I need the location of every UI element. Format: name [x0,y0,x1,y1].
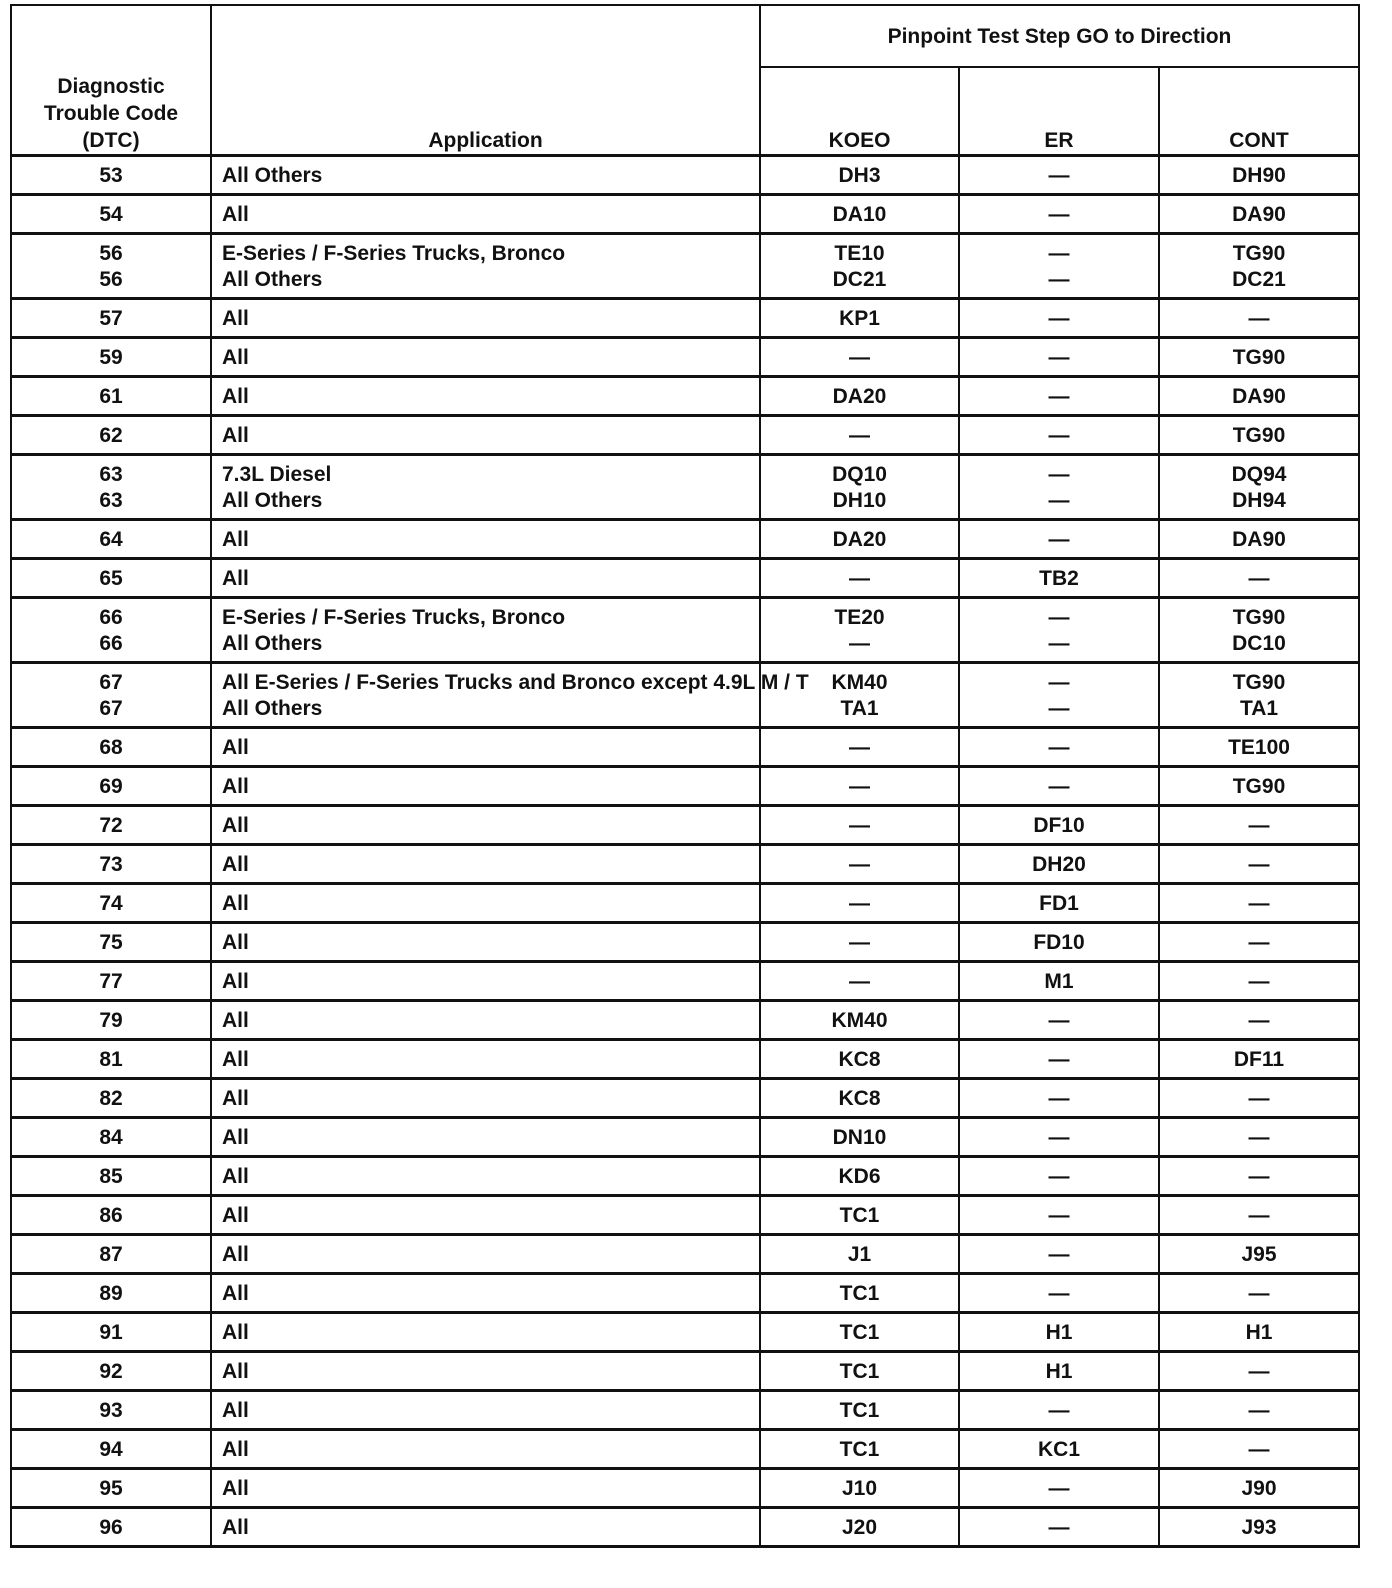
table-row [11,1313,1359,1352]
koeo-cell: — [760,728,959,767]
er-cell: — [959,455,1159,489]
table-row [11,598,1359,632]
application-cell: All [211,1391,760,1430]
er-cell: — [959,696,1159,728]
table-row [11,156,1359,195]
cont-cell: TA1 [1159,696,1359,728]
cont-cell: J95 [1159,1235,1359,1274]
dtc-code-cell: 92 [11,1352,211,1391]
dtc-code-cell: 86 [11,1196,211,1235]
koeo-cell: DA10 [760,195,959,234]
cont-cell: DA90 [1159,377,1359,416]
table-row [11,845,1359,884]
cont-cell: J93 [1159,1508,1359,1547]
cont-cell: TG90 [1159,416,1359,455]
table-row [11,1430,1359,1469]
koeo-cell: TA1 [760,696,959,728]
cont-cell: DC10 [1159,631,1359,663]
cont-cell: — [1159,884,1359,923]
cont-cell: — [1159,1274,1359,1313]
application-cell: All Others [211,696,760,728]
table-row [11,1001,1359,1040]
koeo-cell: — [760,559,959,598]
dtc-code-cell: 85 [11,1157,211,1196]
table-row [11,923,1359,962]
dtc-code-cell: 96 [11,1508,211,1547]
table-row [11,1352,1359,1391]
dtc-code-cell: 64 [11,520,211,559]
dtc-code-cell: 66 [11,598,211,632]
application-cell: All [211,1469,760,1508]
cont-cell: — [1159,962,1359,1001]
koeo-cell: — [760,338,959,377]
application-cell: All [211,806,760,845]
cont-cell: DA90 [1159,195,1359,234]
er-cell: — [959,195,1159,234]
dtc-code-cell: 77 [11,962,211,1001]
application-cell: All [211,884,760,923]
table-row [11,696,1359,728]
table-row [11,1391,1359,1430]
er-cell: — [959,1391,1159,1430]
cont-cell: DH90 [1159,156,1359,195]
koeo-cell: — [760,884,959,923]
cont-cell: DA90 [1159,520,1359,559]
koeo-cell: TC1 [760,1274,959,1313]
er-cell: — [959,1157,1159,1196]
application-cell: All [211,767,760,806]
dtc-code-cell: 65 [11,559,211,598]
koeo-cell: DA20 [760,520,959,559]
er-cell: — [959,156,1159,195]
cont-cell: — [1159,559,1359,598]
cont-cell: TG90 [1159,598,1359,632]
koeo-cell: KP1 [760,299,959,338]
dtc-code-cell: 82 [11,1079,211,1118]
er-cell: — [959,1469,1159,1508]
application-cell: All [211,1001,760,1040]
koeo-cell: KM40 [760,1001,959,1040]
koeo-cell: J1 [760,1235,959,1274]
table-row [11,728,1359,767]
application-cell: All [211,195,760,234]
er-cell: — [959,234,1159,268]
dtc-code-cell: 81 [11,1040,211,1079]
table-row [11,234,1359,268]
application-cell: All [211,1157,760,1196]
header-er: ER [959,67,1159,156]
er-cell: — [959,267,1159,299]
application-cell: All [211,845,760,884]
application-cell: All Others [211,156,760,195]
cont-cell: TG90 [1159,338,1359,377]
er-cell: — [959,631,1159,663]
application-cell: All [211,962,760,1001]
cont-cell: — [1159,1430,1359,1469]
cont-cell: — [1159,1079,1359,1118]
cont-cell: — [1159,806,1359,845]
dtc-table-page [10,4,1358,1548]
er-cell: — [959,520,1159,559]
application-cell: All [211,559,760,598]
cont-cell: — [1159,845,1359,884]
table-row [11,806,1359,845]
application-cell: 7.3L Diesel [211,455,760,489]
er-cell: H1 [959,1313,1159,1352]
dtc-code-cell: 72 [11,806,211,845]
table-row [11,455,1359,489]
table-row [11,1157,1359,1196]
koeo-cell: KC8 [760,1079,959,1118]
table-row [11,1469,1359,1508]
table-row [11,299,1359,338]
cont-cell: — [1159,1391,1359,1430]
table-row [11,338,1359,377]
dtc-code-cell: 74 [11,884,211,923]
dtc-code-cell: 63 [11,455,211,489]
table-row [11,1274,1359,1313]
er-cell: — [959,728,1159,767]
koeo-cell: DH10 [760,488,959,520]
cont-cell: DQ94 [1159,455,1359,489]
er-cell: — [959,767,1159,806]
dtc-code-cell: 67 [11,663,211,697]
koeo-cell: TC1 [760,1352,959,1391]
dtc-code-cell: 53 [11,156,211,195]
er-cell: — [959,598,1159,632]
koeo-cell: DH3 [760,156,959,195]
table-row [11,1118,1359,1157]
er-cell: DF10 [959,806,1159,845]
application-cell: E-Series / F-Series Trucks, Bronco [211,234,760,268]
table-header [11,5,1359,156]
cont-cell: TG90 [1159,767,1359,806]
cont-cell: TG90 [1159,663,1359,697]
table-row [11,767,1359,806]
koeo-cell: TE10 [760,234,959,268]
koeo-cell: — [760,631,959,663]
dtc-code-cell: 66 [11,631,211,663]
header-pinpoint-group: Pinpoint Test Step GO to Direction [760,5,1359,67]
cont-cell: — [1159,1118,1359,1157]
cont-cell: DF11 [1159,1040,1359,1079]
er-cell: — [959,338,1159,377]
table-row [11,631,1359,663]
dtc-code-cell: 57 [11,299,211,338]
koeo-cell: — [760,923,959,962]
cont-cell: — [1159,1001,1359,1040]
dtc-code-cell: 68 [11,728,211,767]
table-row [11,520,1359,559]
er-cell: — [959,1235,1159,1274]
header-dtc: Diagnostic Trouble Code (DTC) [11,5,211,156]
dtc-code-cell: 63 [11,488,211,520]
koeo-cell: — [760,845,959,884]
application-cell: All [211,1235,760,1274]
table-row [11,1508,1359,1547]
application-cell: All [211,416,760,455]
dtc-code-cell: 94 [11,1430,211,1469]
er-cell: — [959,1196,1159,1235]
table-row [11,1235,1359,1274]
cont-cell: J90 [1159,1469,1359,1508]
table-row [11,377,1359,416]
application-cell: E-Series / F-Series Trucks, Bronco [211,598,760,632]
dtc-code-cell: 75 [11,923,211,962]
dtc-code-cell: 62 [11,416,211,455]
er-cell: — [959,416,1159,455]
koeo-cell: KC8 [760,1040,959,1079]
koeo-cell: J10 [760,1469,959,1508]
er-cell: — [959,1079,1159,1118]
application-cell: All [211,1196,760,1235]
cont-cell: — [1159,1352,1359,1391]
koeo-cell: DC21 [760,267,959,299]
header-cont: CONT [1159,67,1359,156]
application-cell: All E-Series / F-Series Trucks and Bronco except 4.9L M / T [211,663,760,697]
dtc-code-cell: 56 [11,267,211,299]
application-cell: All Others [211,488,760,520]
table-row [11,1079,1359,1118]
koeo-cell: — [760,767,959,806]
cont-cell: DC21 [1159,267,1359,299]
koeo-cell: TE20 [760,598,959,632]
dtc-code-cell: 59 [11,338,211,377]
koeo-cell: TC1 [760,1391,959,1430]
table-row [11,559,1359,598]
koeo-cell: TC1 [760,1313,959,1352]
header-application: Application [211,5,760,156]
cont-cell: TE100 [1159,728,1359,767]
cont-cell: DH94 [1159,488,1359,520]
dtc-code-cell: 95 [11,1469,211,1508]
koeo-cell: — [760,962,959,1001]
er-cell: DH20 [959,845,1159,884]
application-cell: All [211,299,760,338]
application-cell: All Others [211,631,760,663]
koeo-cell: KD6 [760,1157,959,1196]
table-row [11,488,1359,520]
dtc-code-cell: 73 [11,845,211,884]
koeo-cell: DQ10 [760,455,959,489]
table-row [11,1196,1359,1235]
application-cell: All [211,728,760,767]
table-row [11,962,1359,1001]
dtc-code-cell: 56 [11,234,211,268]
koeo-cell: — [760,416,959,455]
dtc-pinpoint-table [10,4,1360,1548]
application-cell: All Others [211,267,760,299]
er-cell: KC1 [959,1430,1159,1469]
er-cell: FD1 [959,884,1159,923]
dtc-code-cell: 54 [11,195,211,234]
table-row [11,663,1359,697]
dtc-code-cell: 69 [11,767,211,806]
koeo-cell: DA20 [760,377,959,416]
er-cell: — [959,488,1159,520]
cont-cell: H1 [1159,1313,1359,1352]
dtc-code-cell: 87 [11,1235,211,1274]
table-row [11,195,1359,234]
er-cell: FD10 [959,923,1159,962]
table-row [11,884,1359,923]
koeo-cell: DN10 [760,1118,959,1157]
header-koeo: KOEO [760,67,959,156]
application-cell: All [211,1508,760,1547]
table-row [11,1040,1359,1079]
er-cell: H1 [959,1352,1159,1391]
dtc-code-cell: 89 [11,1274,211,1313]
application-cell: All [211,377,760,416]
er-cell: — [959,299,1159,338]
application-cell: All [211,1313,760,1352]
koeo-cell: J20 [760,1508,959,1547]
application-cell: All [211,1274,760,1313]
application-cell: All [211,520,760,559]
er-cell: — [959,1274,1159,1313]
application-cell: All [211,1352,760,1391]
dtc-code-cell: 79 [11,1001,211,1040]
dtc-code-cell: 61 [11,377,211,416]
dtc-code-cell: 84 [11,1118,211,1157]
cont-cell: — [1159,1157,1359,1196]
dtc-code-cell: 93 [11,1391,211,1430]
application-cell: All [211,923,760,962]
er-cell: — [959,1040,1159,1079]
er-cell: — [959,1508,1159,1547]
er-cell: — [959,663,1159,697]
table-body [11,156,1359,1547]
application-cell: All [211,338,760,377]
cont-cell: — [1159,1196,1359,1235]
koeo-cell: — [760,806,959,845]
koeo-cell: TC1 [760,1430,959,1469]
cont-cell: TG90 [1159,234,1359,268]
koeo-cell: KM40 [760,663,959,697]
application-cell: All [211,1430,760,1469]
er-cell: — [959,377,1159,416]
cont-cell: — [1159,299,1359,338]
er-cell: TB2 [959,559,1159,598]
dtc-code-cell: 91 [11,1313,211,1352]
table-row [11,267,1359,299]
koeo-cell: TC1 [760,1196,959,1235]
table-row [11,416,1359,455]
er-cell: — [959,1118,1159,1157]
application-cell: All [211,1118,760,1157]
application-cell: All [211,1040,760,1079]
dtc-code-cell: 67 [11,696,211,728]
application-cell: All [211,1079,760,1118]
er-cell: M1 [959,962,1159,1001]
cont-cell: — [1159,923,1359,962]
er-cell: — [959,1001,1159,1040]
